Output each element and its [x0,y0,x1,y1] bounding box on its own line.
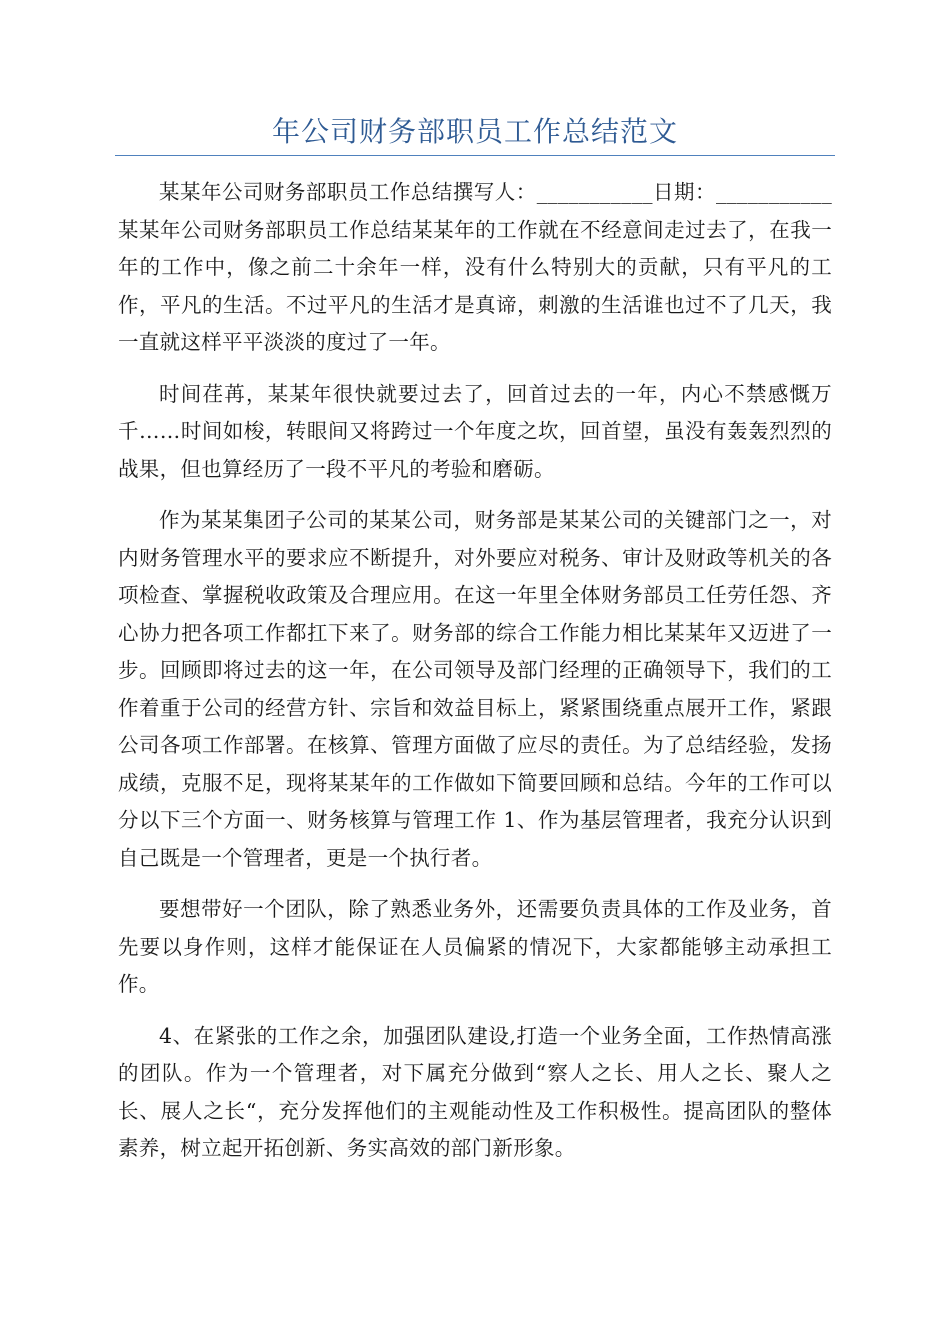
document-title: 年公司财务部职员工作总结范文 [271,115,678,148]
paragraph-team-leadership: 要想带好一个团队，除了熟悉业务外，还需要负责具体的工作及业务，首先要以身作则，这样才能保证在人员偏紧的情况下，大家都能够主动承担工作。 [118,897,832,996]
paragraph-department-overview: 作为某某集团子公司的某某公司，财务部是某某公司的关键部门之一，对内财务管理水平的要求应不断提升，对外要应对税务、审计及财政等机关的各项检查、掌握税收政策及合理应用。在这一年里全体财务部员工任劳任怨、齐心协力把各项工作都扛下来了。财务部的综合工作能力相比某某年又迈进了一步。回顾即将过去的这一年，在公司领导及部门经理的正确领导下，我们的工作着重于公司的经营方针、宗旨和效益目标上，紧紧围绕重点展开工作，紧跟公司各项工作部署。在核算、管理方面做了应尽的责任。为了总结经验，发扬成绩，克服不足，现将某某年的工作做如下简要回顾和总结。今年的工作可以分以下三个方面一、财务核算与管理工作 1、作为基层管理者，我充分认识到自己既是一个管理者，更是一个执行者。 [118,508,832,870]
document-body [118,174,832,1182]
paragraph-time-reflection: 时间荏苒，某某年很快就要过去了，回首过去的一年，内心不禁感慨万千……时间如梭，转眼间又将跨过一个年度之坎，回首望，虽没有轰轰烈烈的战果，但也算经历了一段不平凡的考验和磨砺。 [118,381,832,481]
paragraph-team-building: 4、在紧张的工作之余，加强团队建设,打造一个业务全面，工作热情高涨的团队。作为一个管理者，对下属充分做到“察人之长、用人之长、聚人之长、展人之长“，充分发挥他们的主观能动性及工作积极性。提高团队的整体素养，树立起开拓创新、务实高效的部门新形象。 [118,1023,832,1160]
title-underline [115,155,835,156]
paragraph-intro: 某某年公司财务部职员工作总结撰写人：___________日期：___________某某年公司财务部职员工作总结某某年的工作就在不经意间走过去了，在我一年的工作中，像之前二十余年一样，没有什么特别大的贡献，只有平凡的工作，平凡的生活。不过平凡的生活才是真谛，刺激的生活谁也过不了几天，我一直就这样平平淡淡的度过了一年。 [118,180,832,354]
